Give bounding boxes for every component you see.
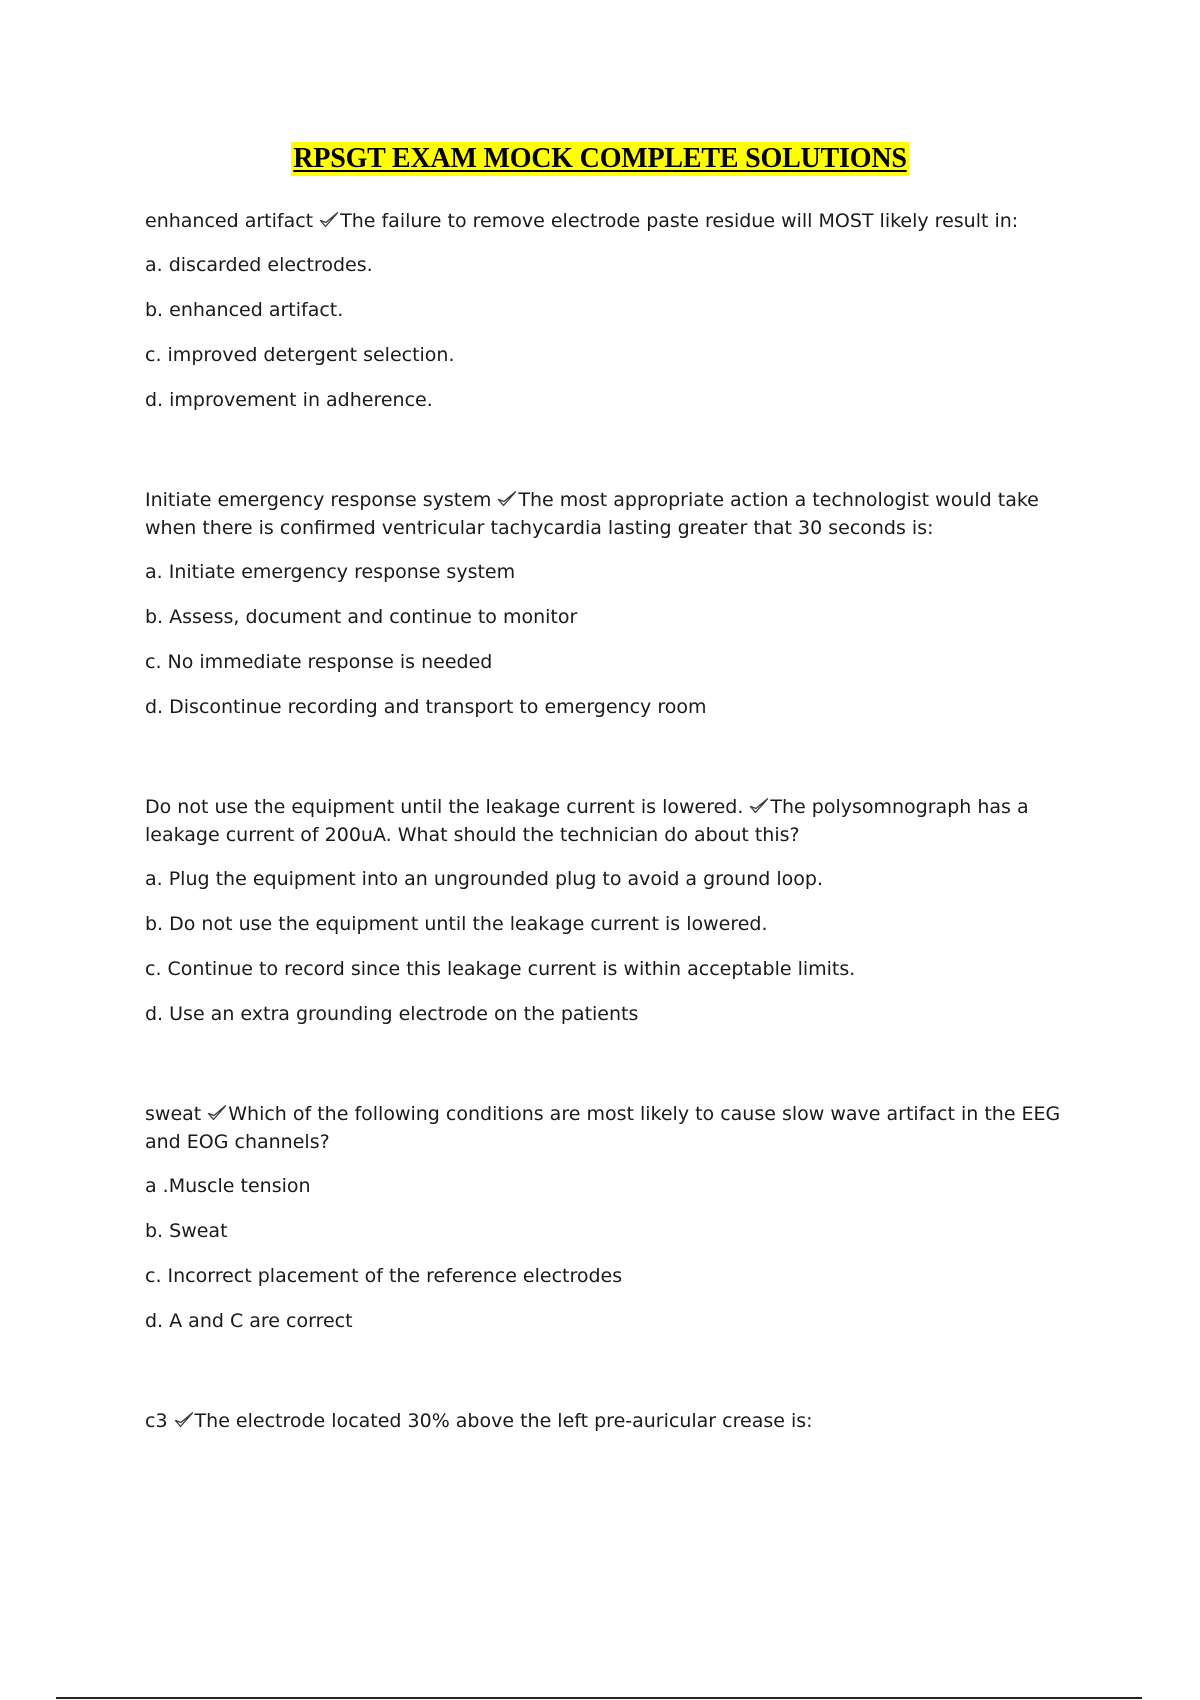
answer-option: b. Sweat: [145, 1220, 228, 1242]
question-block: [145, 1407, 1065, 1435]
page-title: RPSGT EXAM MOCK COMPLETE SOLUTIONS: [293, 143, 907, 174]
footer-divider: [56, 1697, 1142, 1699]
answer-option: b. Assess, document and continue to monitor: [145, 606, 578, 628]
question-text: The most appropriate action a technologist would take when there is confirmed ventricular tachycardia lasting greater that 30 seconds is:: [145, 489, 1039, 539]
answer-text: Initiate emergency response system: [145, 489, 492, 511]
question-block: [145, 1100, 1065, 1335]
checkmark-icon: [749, 797, 769, 815]
answer-option: d. improvement in adherence.: [145, 389, 433, 411]
answer-text: enhanced artifact: [145, 210, 314, 232]
answer-option: a. Plug the equipment into an ungrounded plug to avoid a ground loop.: [145, 868, 823, 890]
answer-option: b. Do not use the equipment until the leakage current is lowered.: [145, 913, 768, 935]
answer-text: sweat: [145, 1103, 202, 1125]
checkmark-icon: [174, 1411, 194, 1429]
title-container: [0, 142, 1200, 176]
answer-option: a. Initiate emergency response system: [145, 561, 516, 583]
checkmark-icon: [319, 211, 339, 229]
question-text: Which of the following conditions are most likely to cause slow wave artifact in the EEG and EOG channels?: [145, 1103, 1061, 1153]
answer-option: c. Continue to record since this leakage current is within acceptable limits.: [145, 958, 856, 980]
question-line: [145, 486, 1065, 542]
answer-option: c. Incorrect placement of the reference electrodes: [145, 1265, 623, 1287]
question-block: [145, 486, 1065, 721]
question-text: The polysomnograph has a leakage current of 200uA. What should the technician do about this?: [145, 796, 1029, 846]
answer-option: d. Use an extra grounding electrode on the patients: [145, 1003, 639, 1025]
question-line: [145, 1407, 1065, 1435]
question-line: [145, 1100, 1065, 1156]
answer-text: Do not use the equipment until the leakage current is lowered.: [145, 796, 744, 818]
question-line: [145, 207, 1065, 235]
answer-option: a. discarded electrodes.: [145, 254, 373, 276]
answer-option: a .Muscle tension: [145, 1175, 311, 1197]
checkmark-icon: [497, 490, 517, 508]
question-text: The electrode located 30% above the left pre-auricular crease is:: [194, 1410, 813, 1432]
question-text: The failure to remove electrode paste residue will MOST likely result in:: [340, 210, 1019, 232]
answer-option: d. A and C are correct: [145, 1310, 353, 1332]
checkmark-icon: [207, 1104, 227, 1122]
answer-text: c3: [145, 1410, 168, 1432]
answer-option: c. No immediate response is needed: [145, 651, 493, 673]
answer-option: c. improved detergent selection.: [145, 344, 455, 366]
answer-option: b. enhanced artifact.: [145, 299, 344, 321]
answer-option: d. Discontinue recording and transport to emergency room: [145, 696, 707, 718]
question-block: [145, 793, 1065, 1028]
question-list: [145, 207, 1065, 1507]
question-line: [145, 793, 1065, 849]
question-block: [145, 207, 1065, 414]
